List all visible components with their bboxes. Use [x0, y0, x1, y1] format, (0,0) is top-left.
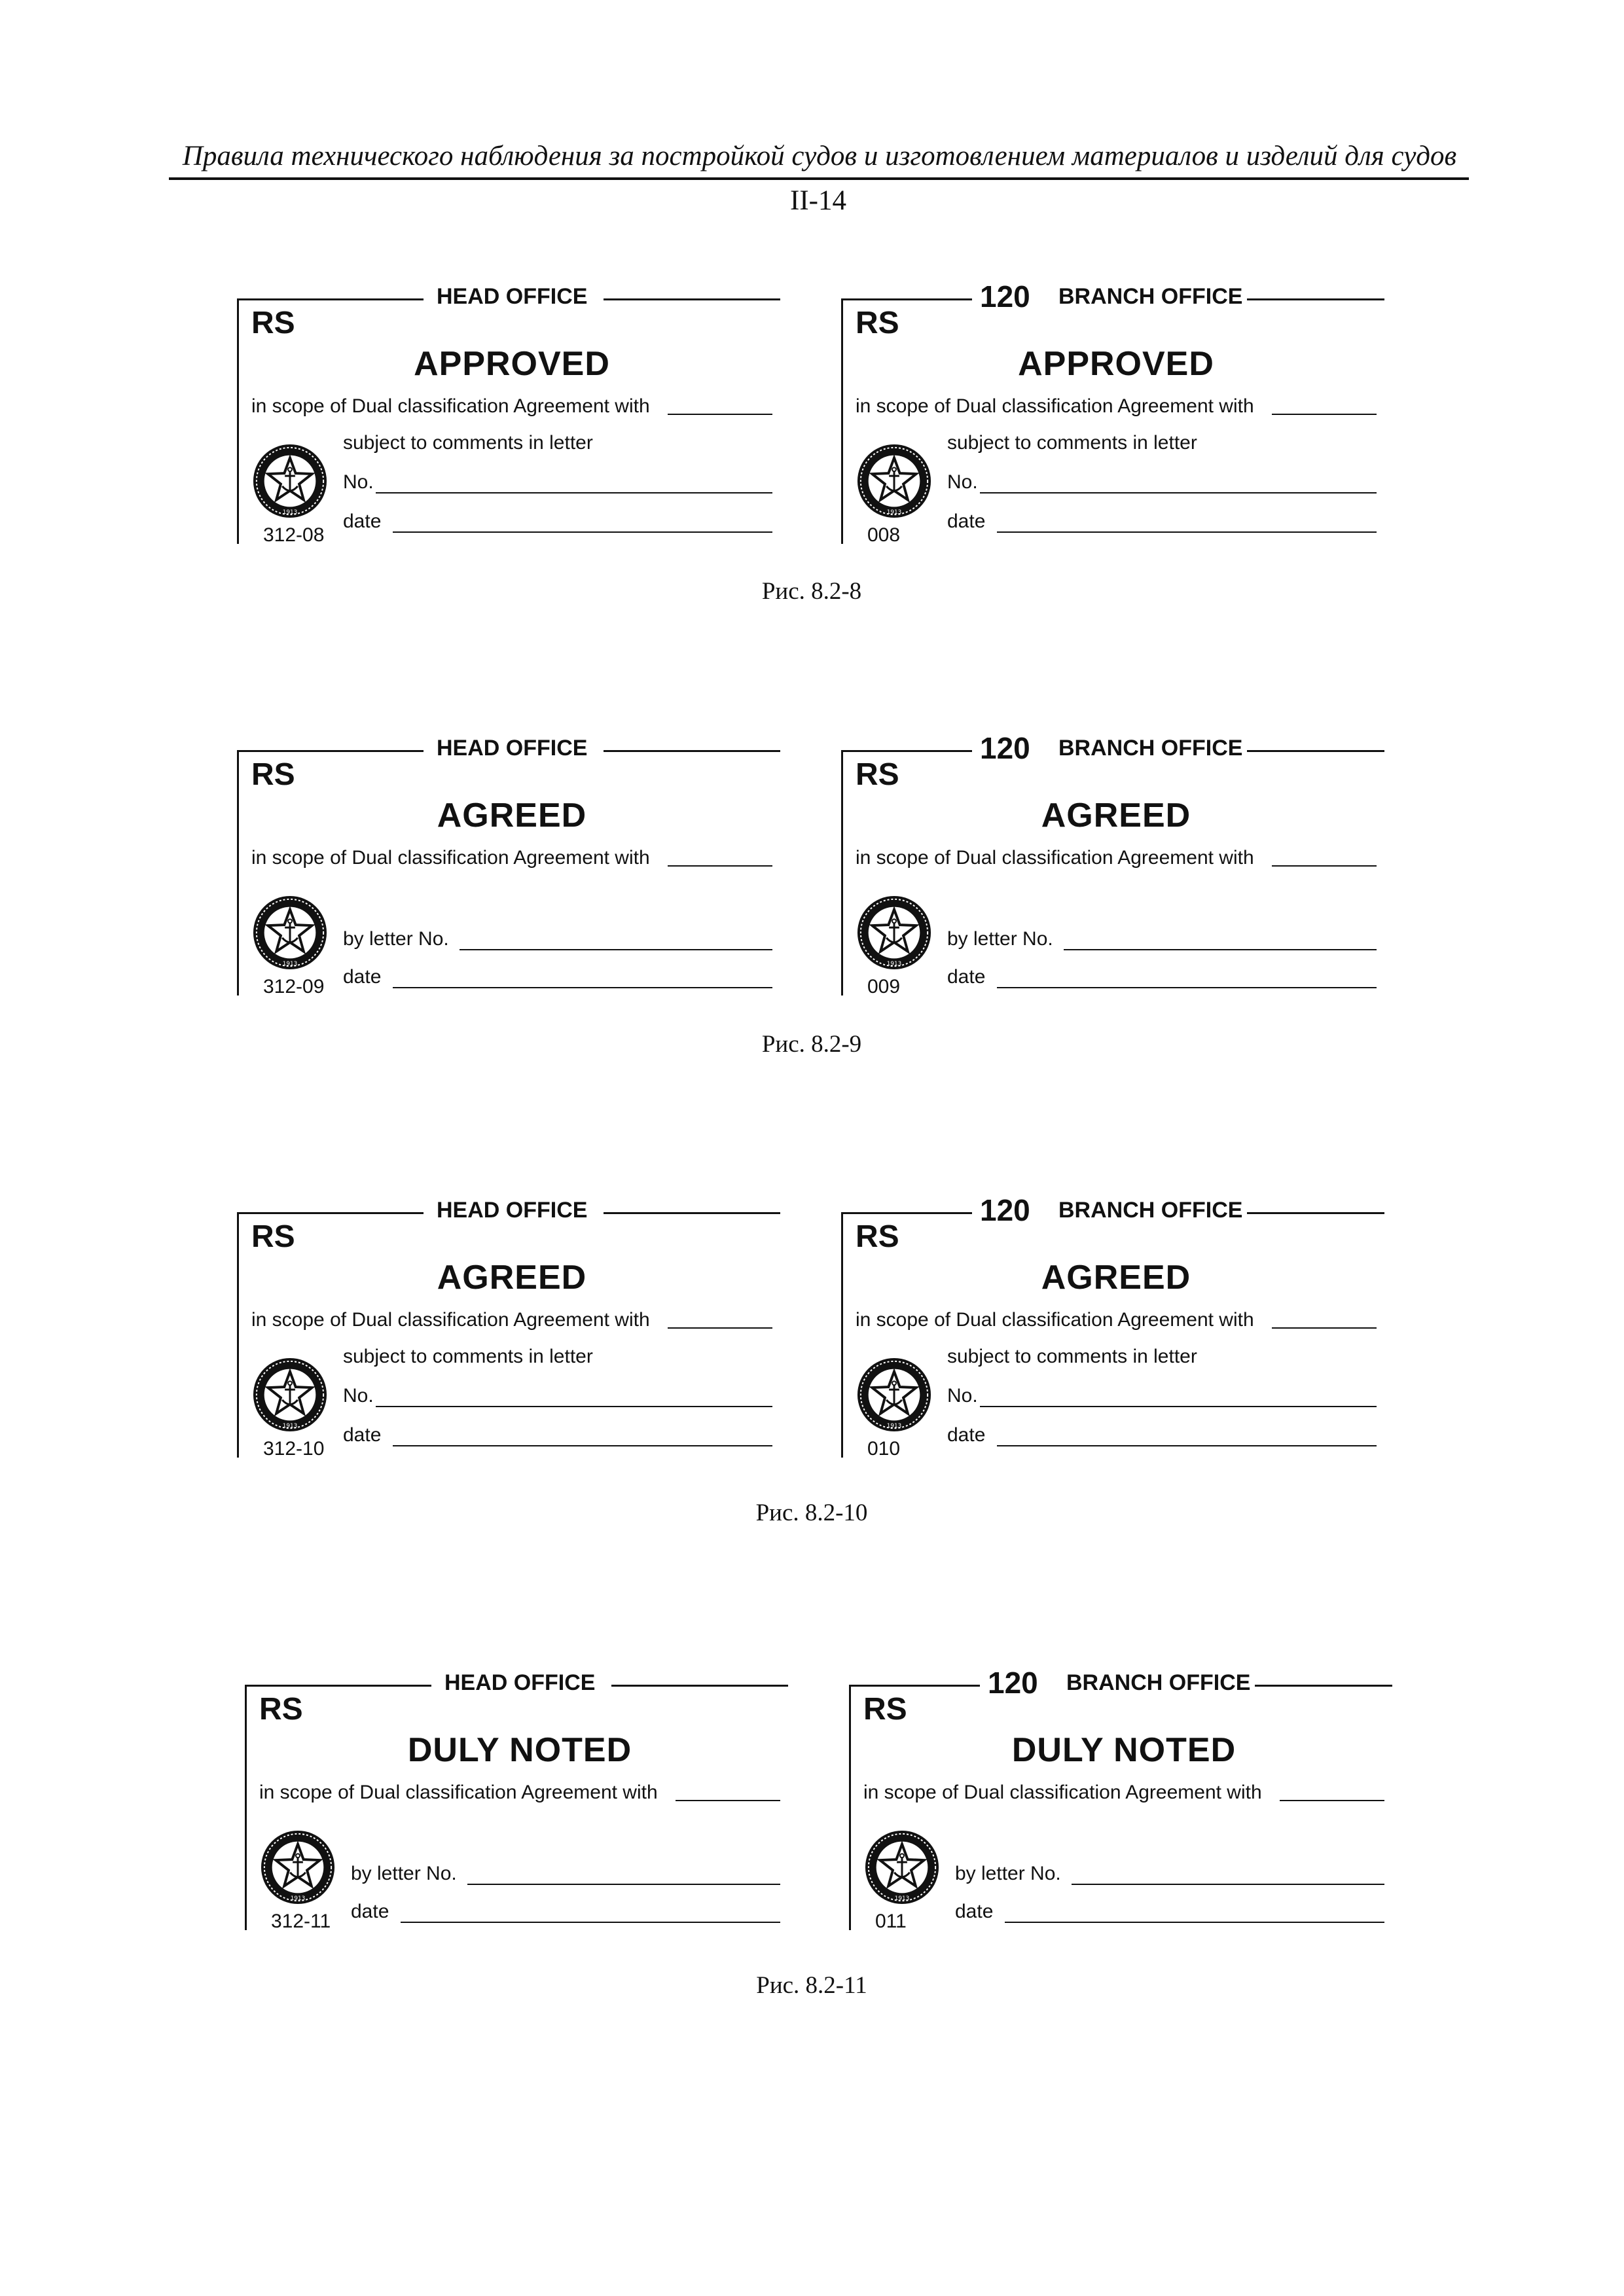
head-office-stamp [237, 736, 787, 999]
stamp-code: 312-08 [263, 524, 325, 546]
branch-office-stamp [849, 1666, 1399, 1933]
rs-label: RS [856, 306, 899, 340]
office-number: 120 [988, 1666, 1038, 1700]
office-label: HEAD OFFICE [437, 1198, 588, 1223]
office-number: 120 [980, 279, 1030, 314]
by-letter-number-label: by letter No. [955, 1863, 1061, 1884]
subject-to-comments-label: subject to comments in letter [947, 432, 1197, 454]
rs-label: RS [863, 1692, 907, 1727]
date-blank-line [997, 1445, 1377, 1446]
scope-blank-line [1280, 1800, 1384, 1801]
letter-number-blank-line [980, 492, 1377, 493]
stamp-code: 011 [875, 1910, 907, 1932]
by-letter-number-blank-line [460, 949, 772, 950]
date-label: date [343, 966, 382, 988]
stamp-border-top-right [1247, 750, 1384, 752]
office-number: 120 [980, 1193, 1030, 1227]
stamp-status: APPROVED [414, 345, 610, 383]
scope-blank-line [668, 414, 772, 415]
stamp-border-top-right [604, 750, 780, 752]
scope-text: in scope of Dual classification Agreement with [856, 847, 1254, 869]
stamp-status: DULY NOTED [1011, 1731, 1236, 1769]
date-blank-line [401, 1922, 780, 1923]
stamp-status: DULY NOTED [407, 1731, 632, 1769]
stamp-code: 009 [867, 976, 901, 997]
scope-text: in scope of Dual classification Agreement with [856, 395, 1254, 417]
stamp-border-top-left [841, 298, 972, 300]
office-number: 120 [980, 731, 1030, 765]
scope-text: in scope of Dual classification Agreement with [251, 395, 650, 417]
date-label: date [947, 966, 986, 988]
date-label: date [947, 1424, 986, 1446]
svg-text:1913: 1913 [886, 961, 902, 968]
office-label: HEAD OFFICE [444, 1670, 596, 1695]
svg-text:1913: 1913 [282, 961, 298, 968]
office-label: HEAD OFFICE [437, 736, 588, 761]
stamp-code: 312-11 [271, 1910, 331, 1932]
stamp-border-left [841, 1212, 843, 1458]
stamp-border-top-left [245, 1685, 431, 1687]
stamp-status: AGREED [437, 797, 587, 834]
stamp-border-top-left [237, 1212, 424, 1214]
stamp-border-top-right [604, 1212, 780, 1214]
scope-text: in scope of Dual classification Agreement with [856, 1309, 1254, 1331]
office-label: BRANCH OFFICE [1058, 284, 1243, 309]
subject-to-comments-label: subject to comments in letter [343, 1346, 593, 1367]
stamp-border-top-left [237, 298, 424, 300]
stamp-border-top-right [604, 298, 780, 300]
date-blank-line [1005, 1922, 1384, 1923]
stamp-border-top-right [1255, 1685, 1392, 1687]
stamp-border-top-left [841, 1212, 972, 1214]
stamp-status: AGREED [1041, 1259, 1191, 1297]
date-label: date [955, 1901, 994, 1922]
head-office-stamp [245, 1670, 795, 1933]
stamp-status: AGREED [437, 1259, 587, 1297]
header-rule [169, 177, 1469, 180]
rs-seal-icon [259, 1829, 336, 1906]
subject-to-comments-label: subject to comments in letter [343, 432, 593, 454]
office-label: HEAD OFFICE [437, 284, 588, 309]
subject-to-comments-label: subject to comments in letter [947, 1346, 1197, 1367]
rs-label: RS [251, 306, 295, 340]
branch-office-stamp [841, 1193, 1391, 1461]
head-office-stamp [237, 284, 787, 547]
figure-caption: Рис. 8.2-8 [761, 578, 862, 605]
stamp-border-top-left [237, 750, 424, 752]
svg-text:1913: 1913 [886, 1423, 902, 1430]
stamp-border-left [237, 750, 239, 996]
by-letter-number-blank-line [1064, 949, 1377, 950]
rs-seal-icon [251, 442, 329, 520]
stamp-code: 010 [867, 1438, 901, 1460]
by-letter-number-blank-line [467, 1884, 780, 1885]
scope-text: in scope of Dual classification Agreement with [251, 1309, 650, 1331]
office-label: BRANCH OFFICE [1058, 1198, 1243, 1223]
date-blank-line [393, 531, 772, 533]
rs-seal-icon [856, 1356, 933, 1433]
stamp-border-left [237, 1212, 239, 1458]
figure-caption: Рис. 8.2-11 [756, 1972, 867, 1999]
by-letter-number-label: by letter No. [343, 928, 449, 950]
office-label: BRANCH OFFICE [1066, 1670, 1251, 1695]
page-number: II-14 [790, 185, 846, 216]
letter-number-label: No. [947, 1385, 978, 1407]
stamp-border-top-left [841, 750, 972, 752]
head-office-stamp [237, 1198, 787, 1461]
letter-number-blank-line [980, 1406, 1377, 1407]
date-blank-line [997, 987, 1377, 988]
letter-number-label: No. [947, 471, 978, 493]
rs-seal-icon [856, 894, 933, 971]
rs-label: RS [856, 757, 899, 792]
figure-caption: Рис. 8.2-10 [755, 1499, 868, 1526]
date-label: date [343, 511, 382, 532]
rs-seal-icon [863, 1829, 941, 1906]
scope-blank-line [668, 1327, 772, 1329]
stamp-status: APPROVED [1018, 345, 1214, 383]
stamp-border-top-right [611, 1685, 788, 1687]
stamp-border-left [849, 1685, 851, 1930]
stamp-code: 008 [867, 524, 901, 546]
rs-label: RS [251, 757, 295, 792]
stamp-code: 312-09 [263, 976, 325, 997]
stamp-border-top-left [849, 1685, 980, 1687]
stamp-border-left [245, 1685, 247, 1930]
by-letter-number-label: by letter No. [351, 1863, 457, 1884]
stamp-border-left [841, 750, 843, 996]
rs-label: RS [856, 1219, 899, 1254]
stamp-border-top-right [1247, 1212, 1384, 1214]
office-label: BRANCH OFFICE [1058, 736, 1243, 761]
scope-blank-line [676, 1800, 780, 1801]
letter-number-label: No. [343, 471, 374, 493]
scope-blank-line [1272, 414, 1377, 415]
scope-blank-line [668, 865, 772, 867]
by-letter-number-label: by letter No. [947, 928, 1053, 950]
svg-text:1913: 1913 [886, 509, 902, 516]
rs-label: RS [251, 1219, 295, 1254]
branch-office-stamp [841, 731, 1391, 999]
rs-seal-icon [251, 894, 329, 971]
figure-caption: Рис. 8.2-9 [761, 1031, 862, 1058]
svg-text:1913: 1913 [290, 1895, 306, 1903]
stamp-border-left [237, 298, 239, 544]
stamp-border-top-right [1247, 298, 1384, 300]
svg-text:1913: 1913 [894, 1895, 910, 1903]
date-blank-line [997, 531, 1377, 533]
date-blank-line [393, 1445, 772, 1446]
by-letter-number-blank-line [1072, 1884, 1384, 1885]
date-label: date [947, 511, 986, 532]
scope-text: in scope of Dual classification Agreement with [259, 1782, 658, 1803]
date-label: date [351, 1901, 389, 1922]
rs-label: RS [259, 1692, 303, 1727]
scope-blank-line [1272, 865, 1377, 867]
scope-text: in scope of Dual classification Agreement with [863, 1782, 1262, 1803]
scope-text: in scope of Dual classification Agreement with [251, 847, 650, 869]
date-label: date [343, 1424, 382, 1446]
letter-number-label: No. [343, 1385, 374, 1407]
letter-number-blank-line [376, 1406, 772, 1407]
stamp-status: AGREED [1041, 797, 1191, 834]
date-blank-line [393, 987, 772, 988]
svg-text:1913: 1913 [282, 1423, 298, 1430]
stamp-code: 312-10 [263, 1438, 325, 1460]
document-header-title: Правила технического наблюдения за постройкой судов и изготовлением материалов и изделий для судов [182, 141, 1457, 171]
rs-seal-icon [856, 442, 933, 520]
branch-office-stamp [841, 279, 1391, 547]
letter-number-blank-line [376, 492, 772, 493]
rs-seal-icon [251, 1356, 329, 1433]
scope-blank-line [1272, 1327, 1377, 1329]
svg-text:1913: 1913 [282, 509, 298, 516]
stamp-border-left [841, 298, 843, 544]
